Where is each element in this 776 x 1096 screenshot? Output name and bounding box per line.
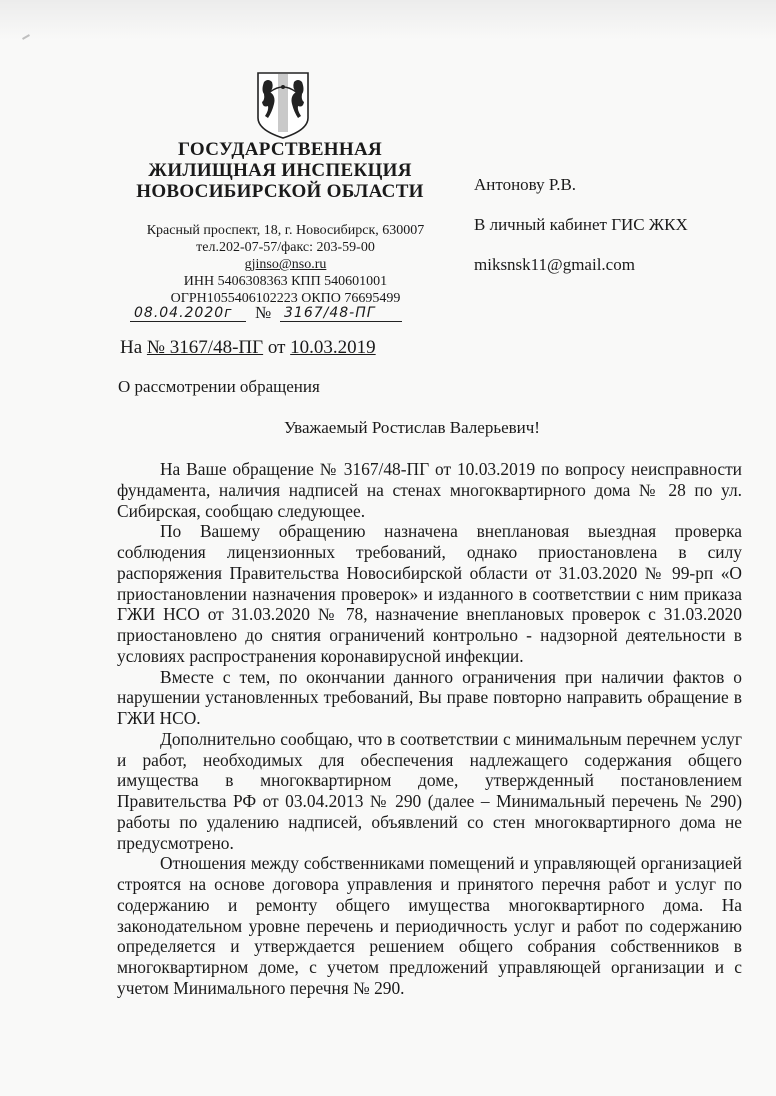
organization-name [130, 139, 430, 202]
coat-of-arms-icon [252, 70, 314, 140]
reference-line [120, 337, 376, 359]
org-name-line: НОВОСИБИРСКОЙ ОБЛАСТИ [136, 181, 424, 202]
body-paragraph: По Вашему обращению назначена внеплановая выездная проверка соблюдения лицензионных требований, однако приостановлена в силу распоряжения Правительства Новосибирской области от 31.03.2020 № 99-рп «О приостановлении назначения проверок» и изданного в соответствии с ним приказа ГЖИ НСО от 31.03.2020 № 78, назначение внеплановых проверок с 31.03.2020 приостановлено до снятия ограничений контрольно - надзорной деятельности в условиях распространения коронавирусной инфекции. [117, 521, 742, 666]
letter-subject: О рассмотрении обращения [118, 377, 320, 396]
org-inn-kpp: ИНН 5406308363 КПП 540601001 [183, 274, 388, 289]
org-ogrn-okpo: ОГРН1055406102223 ОКПО 76695499 [170, 291, 401, 306]
org-address: Красный проспект, 18, г. Новосибирск, 630007 [146, 223, 425, 238]
letter-body [117, 459, 742, 999]
org-email-link[interactable]: gjinso@nso.ru [244, 257, 327, 272]
recipient-email[interactable]: miksnsk11@gmail.com [474, 255, 635, 274]
number-sign-label: № [255, 303, 272, 322]
body-paragraph: На Ваше обращение № 3167/48-ПГ от 10.03.2019 по вопросу неисправности фундамента, наличия надписей на стенах многоквартирного дома № 28 по ул. Сибирская, сообщаю следующее. [117, 459, 742, 521]
recipient-block [474, 174, 688, 294]
reference-from-label: от [267, 337, 286, 358]
org-name-line: ГОСУДАРСТВЕННАЯ [178, 139, 382, 160]
org-phone-fax: тел.202-07-57/факс: 203-59-00 [196, 240, 375, 255]
outgoing-date: 08.04.2020г [130, 305, 246, 322]
scan-edge-shadow [0, 0, 776, 40]
registration-stamp [130, 305, 430, 325]
organization-requisites [118, 222, 453, 307]
org-name-line: ЖИЛИЩНАЯ ИНСПЕКЦИЯ [148, 160, 412, 181]
letter-greeting: Уважаемый Ростислав Валерьевич! [284, 418, 540, 437]
recipient-channel: В личный кабинет ГИС ЖКХ [474, 215, 688, 234]
reference-date: 10.03.2019 [290, 337, 376, 358]
outgoing-number: 3167/48-ПГ [280, 305, 402, 322]
recipient-name: Антонову Р.В. [474, 175, 577, 194]
reference-prefix: На [120, 337, 143, 358]
reference-number: № 3167/48-ПГ [146, 337, 264, 358]
body-paragraph: Отношения между собственниками помещений и управляющей организацией строятся на основе договора управления и принятого перечня работ и услуг по содержанию и ремонту общего имущества многоквартирного дома. На законодательном уровне перечень и периодичность услуг и работ по содержанию определяется и утверждается решением общего собрания собственников в многоквартирном доме, с учетом предложений управляющей организации и с учетом Минимального перечня № 290. [117, 853, 742, 998]
body-paragraph: Дополнительно сообщаю, что в соответствии с минимальным перечнем услуг и работ, необходимых для обеспечения надлежащего содержания общего имущества в многоквартирном доме, утвержденный постановлением Правительства РФ от 03.04.2013 № 290 (далее – Минимальный перечень № 290) работы по удалению надписей, объявлений со стен многоквартирного дома не предусмотрено. [117, 728, 742, 853]
body-paragraph: Вместе с тем, по окончании данного ограничения при наличии фактов о нарушении установленных требований, Вы праве повторно направить обращение в ГЖИ НСО. [117, 666, 742, 728]
